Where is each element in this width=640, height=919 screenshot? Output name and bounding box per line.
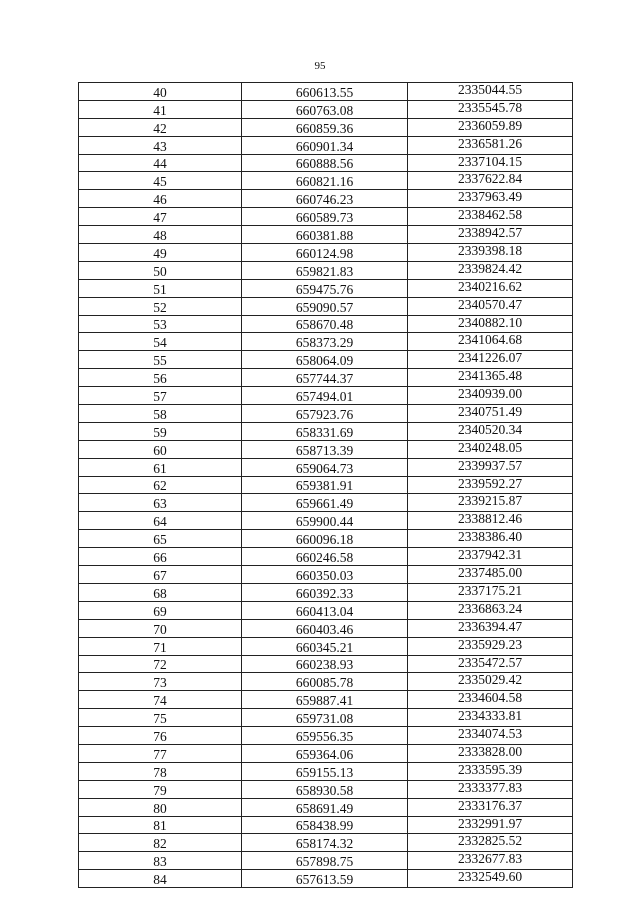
y-coordinate-cell: 2337942.31 — [408, 548, 573, 566]
x-coordinate-cell: 660246.58 — [242, 548, 408, 566]
x-coordinate-cell: 658174.32 — [242, 834, 408, 852]
point-number-cell: 41 — [79, 100, 242, 118]
point-number-cell: 82 — [79, 834, 242, 852]
table-row — [79, 530, 573, 548]
table-row — [79, 852, 573, 870]
coordinate-table — [78, 82, 573, 888]
y-coordinate-cell: 2337485.00 — [408, 566, 573, 584]
y-coordinate-cell: 2339824.42 — [408, 261, 573, 279]
y-coordinate-cell: 2336394.47 — [408, 619, 573, 637]
table-row — [79, 691, 573, 709]
point-number-cell: 68 — [79, 583, 242, 601]
y-coordinate-cell: 2337104.15 — [408, 154, 573, 172]
y-coordinate-cell: 2334333.81 — [408, 709, 573, 727]
x-coordinate-cell: 660763.08 — [242, 100, 408, 118]
y-coordinate-cell: 2332677.83 — [408, 852, 573, 870]
x-coordinate-cell: 658930.58 — [242, 780, 408, 798]
x-coordinate-cell: 659731.08 — [242, 709, 408, 727]
y-coordinate-cell: 2338812.46 — [408, 512, 573, 530]
x-coordinate-cell: 660238.93 — [242, 655, 408, 673]
table-row — [79, 762, 573, 780]
table-row — [79, 601, 573, 619]
table-row — [79, 208, 573, 226]
x-coordinate-cell: 660901.34 — [242, 136, 408, 154]
y-coordinate-cell: 2340216.62 — [408, 279, 573, 297]
point-number-cell: 75 — [79, 709, 242, 727]
y-coordinate-cell: 2339937.57 — [408, 458, 573, 476]
point-number-cell: 55 — [79, 351, 242, 369]
y-coordinate-cell: 2341064.68 — [408, 333, 573, 351]
table-row — [79, 369, 573, 387]
table-row — [79, 619, 573, 637]
x-coordinate-cell: 659661.49 — [242, 494, 408, 512]
y-coordinate-cell: 2340882.10 — [408, 315, 573, 333]
y-coordinate-cell: 2338942.57 — [408, 226, 573, 244]
table-row — [79, 870, 573, 888]
table-row — [79, 673, 573, 691]
x-coordinate-cell: 658373.29 — [242, 333, 408, 351]
y-coordinate-cell: 2341365.48 — [408, 369, 573, 387]
table-row — [79, 512, 573, 530]
point-number-cell: 67 — [79, 566, 242, 584]
point-number-cell: 66 — [79, 548, 242, 566]
point-number-cell: 64 — [79, 512, 242, 530]
x-coordinate-cell: 660589.73 — [242, 208, 408, 226]
table-row — [79, 172, 573, 190]
x-coordinate-cell: 660381.88 — [242, 226, 408, 244]
x-coordinate-cell: 660124.98 — [242, 244, 408, 262]
table-row — [79, 422, 573, 440]
point-number-cell: 43 — [79, 136, 242, 154]
y-coordinate-cell: 2337175.21 — [408, 583, 573, 601]
point-number-cell: 78 — [79, 762, 242, 780]
x-coordinate-cell: 660746.23 — [242, 190, 408, 208]
point-number-cell: 80 — [79, 798, 242, 816]
point-number-cell: 42 — [79, 118, 242, 136]
table-row — [79, 458, 573, 476]
point-number-cell: 72 — [79, 655, 242, 673]
x-coordinate-cell: 658670.48 — [242, 315, 408, 333]
table-row — [79, 744, 573, 762]
point-number-cell: 61 — [79, 458, 242, 476]
x-coordinate-cell: 657923.76 — [242, 405, 408, 423]
y-coordinate-cell: 2335545.78 — [408, 100, 573, 118]
y-coordinate-cell: 2333176.37 — [408, 798, 573, 816]
x-coordinate-cell: 660821.16 — [242, 172, 408, 190]
table-row — [79, 297, 573, 315]
table-row — [79, 261, 573, 279]
y-coordinate-cell: 2332549.60 — [408, 870, 573, 888]
table-row — [79, 727, 573, 745]
y-coordinate-cell: 2339592.27 — [408, 476, 573, 494]
y-coordinate-cell: 2332825.52 — [408, 834, 573, 852]
point-number-cell: 74 — [79, 691, 242, 709]
y-coordinate-cell: 2334604.58 — [408, 691, 573, 709]
point-number-cell: 40 — [79, 83, 242, 101]
y-coordinate-cell: 2341226.07 — [408, 351, 573, 369]
x-coordinate-cell: 658438.99 — [242, 816, 408, 834]
y-coordinate-cell: 2338462.58 — [408, 208, 573, 226]
table-row — [79, 100, 573, 118]
point-number-cell: 58 — [79, 405, 242, 423]
point-number-cell: 69 — [79, 601, 242, 619]
x-coordinate-cell: 657898.75 — [242, 852, 408, 870]
point-number-cell: 65 — [79, 530, 242, 548]
point-number-cell: 52 — [79, 297, 242, 315]
x-coordinate-cell: 660403.46 — [242, 619, 408, 637]
point-number-cell: 46 — [79, 190, 242, 208]
x-coordinate-cell: 659381.91 — [242, 476, 408, 494]
page-number: 95 — [314, 60, 326, 72]
y-coordinate-cell: 2334074.53 — [408, 727, 573, 745]
table-row — [79, 816, 573, 834]
point-number-cell: 60 — [79, 440, 242, 458]
y-coordinate-cell: 2335029.42 — [408, 673, 573, 691]
table-row — [79, 244, 573, 262]
y-coordinate-cell: 2332991.97 — [408, 816, 573, 834]
point-number-cell: 57 — [79, 387, 242, 405]
table-row — [79, 118, 573, 136]
table-row — [79, 279, 573, 297]
point-number-cell: 44 — [79, 154, 242, 172]
x-coordinate-cell: 659475.76 — [242, 279, 408, 297]
table-row — [79, 405, 573, 423]
x-coordinate-cell: 659821.83 — [242, 261, 408, 279]
table-row — [79, 494, 573, 512]
y-coordinate-cell: 2335472.57 — [408, 655, 573, 673]
y-coordinate-cell: 2336059.89 — [408, 118, 573, 136]
y-coordinate-cell: 2340520.34 — [408, 422, 573, 440]
x-coordinate-cell: 660350.03 — [242, 566, 408, 584]
point-number-cell: 49 — [79, 244, 242, 262]
point-number-cell: 63 — [79, 494, 242, 512]
y-coordinate-cell: 2333377.83 — [408, 780, 573, 798]
x-coordinate-cell: 660096.18 — [242, 530, 408, 548]
point-number-cell: 62 — [79, 476, 242, 494]
x-coordinate-cell: 660859.36 — [242, 118, 408, 136]
table-row — [79, 834, 573, 852]
coordinate-table-body — [79, 83, 573, 888]
table-row — [79, 226, 573, 244]
y-coordinate-cell: 2340248.05 — [408, 440, 573, 458]
table-row — [79, 190, 573, 208]
table-row — [79, 351, 573, 369]
point-number-cell: 77 — [79, 744, 242, 762]
y-coordinate-cell: 2338386.40 — [408, 530, 573, 548]
table-row — [79, 780, 573, 798]
y-coordinate-cell: 2340570.47 — [408, 297, 573, 315]
x-coordinate-cell: 659900.44 — [242, 512, 408, 530]
table-row — [79, 154, 573, 172]
y-coordinate-cell: 2336581.26 — [408, 136, 573, 154]
y-coordinate-cell: 2339398.18 — [408, 244, 573, 262]
y-coordinate-cell: 2333595.39 — [408, 762, 573, 780]
y-coordinate-cell: 2337963.49 — [408, 190, 573, 208]
point-number-cell: 73 — [79, 673, 242, 691]
x-coordinate-cell: 658691.49 — [242, 798, 408, 816]
point-number-cell: 71 — [79, 637, 242, 655]
table-row — [79, 655, 573, 673]
point-number-cell: 48 — [79, 226, 242, 244]
table-row — [79, 387, 573, 405]
x-coordinate-cell: 659155.13 — [242, 762, 408, 780]
table-row — [79, 637, 573, 655]
point-number-cell: 45 — [79, 172, 242, 190]
x-coordinate-cell: 660345.21 — [242, 637, 408, 655]
point-number-cell: 56 — [79, 369, 242, 387]
y-coordinate-cell: 2337622.84 — [408, 172, 573, 190]
point-number-cell: 59 — [79, 422, 242, 440]
x-coordinate-cell: 659064.73 — [242, 458, 408, 476]
point-number-cell: 51 — [79, 279, 242, 297]
x-coordinate-cell: 660085.78 — [242, 673, 408, 691]
point-number-cell: 53 — [79, 315, 242, 333]
table-row — [79, 83, 573, 101]
y-coordinate-cell: 2335044.55 — [408, 83, 573, 101]
y-coordinate-cell: 2333828.00 — [408, 744, 573, 762]
table-row — [79, 548, 573, 566]
x-coordinate-cell: 659556.35 — [242, 727, 408, 745]
point-number-cell: 79 — [79, 780, 242, 798]
table-row — [79, 136, 573, 154]
point-number-cell: 76 — [79, 727, 242, 745]
y-coordinate-cell: 2340939.00 — [408, 387, 573, 405]
x-coordinate-cell: 658064.09 — [242, 351, 408, 369]
x-coordinate-cell: 660392.33 — [242, 583, 408, 601]
table-row — [79, 798, 573, 816]
point-number-cell: 81 — [79, 816, 242, 834]
table-row — [79, 566, 573, 584]
point-number-cell: 47 — [79, 208, 242, 226]
x-coordinate-cell: 658713.39 — [242, 440, 408, 458]
y-coordinate-cell: 2336863.24 — [408, 601, 573, 619]
y-coordinate-cell: 2340751.49 — [408, 405, 573, 423]
point-number-cell: 50 — [79, 261, 242, 279]
point-number-cell: 84 — [79, 870, 242, 888]
x-coordinate-cell: 660888.56 — [242, 154, 408, 172]
table-row — [79, 476, 573, 494]
table-row — [79, 709, 573, 727]
y-coordinate-cell: 2335929.23 — [408, 637, 573, 655]
x-coordinate-cell: 659887.41 — [242, 691, 408, 709]
point-number-cell: 70 — [79, 619, 242, 637]
point-number-cell: 83 — [79, 852, 242, 870]
table-row — [79, 440, 573, 458]
table-row — [79, 583, 573, 601]
x-coordinate-cell: 660413.04 — [242, 601, 408, 619]
x-coordinate-cell: 657744.37 — [242, 369, 408, 387]
table-row — [79, 333, 573, 351]
y-coordinate-cell: 2339215.87 — [408, 494, 573, 512]
x-coordinate-cell: 658331.69 — [242, 422, 408, 440]
x-coordinate-cell: 659090.57 — [242, 297, 408, 315]
table-row — [79, 315, 573, 333]
x-coordinate-cell: 657494.01 — [242, 387, 408, 405]
point-number-cell: 54 — [79, 333, 242, 351]
x-coordinate-cell: 657613.59 — [242, 870, 408, 888]
x-coordinate-cell: 659364.06 — [242, 744, 408, 762]
x-coordinate-cell: 660613.55 — [242, 83, 408, 101]
